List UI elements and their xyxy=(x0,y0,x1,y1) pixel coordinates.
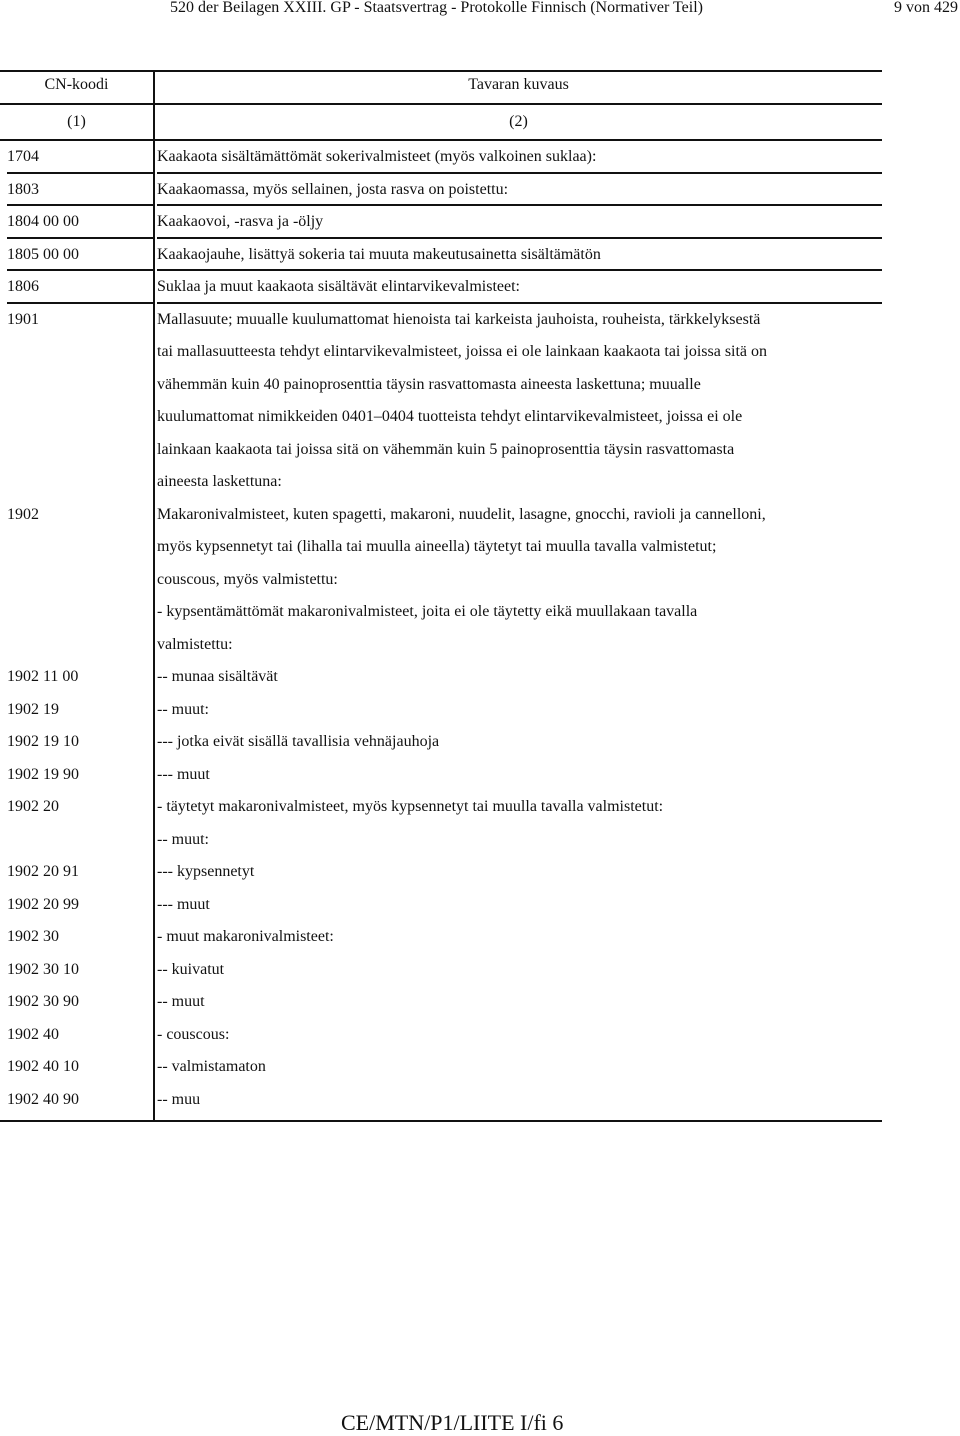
cn-code: 1902 20 91 xyxy=(7,863,79,880)
description-line: -- valmistamaton xyxy=(157,1058,266,1075)
description-cell xyxy=(154,499,882,662)
cn-code: 1803 xyxy=(7,174,153,207)
description-line: -- munaa sisältävät xyxy=(157,668,278,685)
description-cell xyxy=(154,661,882,694)
description-line: Kaakaota sisältämättömät sokerivalmisteet (myös valkoinen suklaa): xyxy=(157,141,882,174)
description-line: Mallasuute; muualle kuulumattomat hienoista tai karkeista jauhoista, rouheista, tärkkelyksestä xyxy=(157,310,761,328)
cn-code-cell xyxy=(0,856,154,889)
description-cell xyxy=(154,271,882,304)
cn-code: 1804 00 00 xyxy=(7,206,153,239)
table-row xyxy=(0,174,882,207)
cn-code-cell xyxy=(0,759,154,792)
cn-code-cell xyxy=(0,694,154,727)
table-row xyxy=(0,921,882,954)
table-row xyxy=(0,791,882,856)
cn-code-cell xyxy=(0,1051,154,1084)
description-line: --- muut xyxy=(157,895,210,913)
description-line: couscous, myös valmistettu: xyxy=(157,570,338,588)
table-row xyxy=(0,206,882,239)
description-line: Kaakaojauhe, lisättyä sokeria tai muuta makeutusainetta sisältämätön xyxy=(157,239,882,272)
description-cell xyxy=(154,791,882,856)
cn-code-cell xyxy=(0,921,154,954)
cn-code-cell xyxy=(0,1084,154,1121)
description-cell xyxy=(154,954,882,987)
cn-code: 1902 40 90 xyxy=(7,1090,79,1108)
description-line: Kaakaomassa, myös sellainen, josta rasva on poistettu: xyxy=(157,174,882,207)
description-cell xyxy=(154,759,882,792)
description-cell xyxy=(154,140,882,174)
cn-code-cell xyxy=(0,140,154,174)
description-line: Makaronivalmisteet, kuten spagetti, makaroni, nuudelit, lasagne, gnocchi, ravioli ja cannelloni, xyxy=(157,505,766,523)
document-title: 520 der Beilagen XXIII. GP - Staatsvertrag - Protokolle Finnisch (Normativer Teil) xyxy=(170,0,703,16)
cn-code: 1902 20 xyxy=(7,798,59,815)
table-row xyxy=(0,1084,882,1121)
table-row xyxy=(0,694,882,727)
description-cell xyxy=(154,1019,882,1052)
cn-code-cell xyxy=(0,1019,154,1052)
cn-code-cell xyxy=(0,239,154,272)
column-number-2: (2) xyxy=(154,104,882,140)
description-line: Kaakaovoi, -rasva ja -öljy xyxy=(157,206,882,239)
description-cell xyxy=(154,856,882,889)
table-row xyxy=(0,889,882,922)
cn-code: 1805 00 00 xyxy=(7,239,153,272)
column-number-row xyxy=(0,104,882,140)
description-line: tai mallasuutteesta tehdyt elintarvikevalmisteet, joissa ei ole lainkaan kaakaota tai joissa sitä on xyxy=(157,343,768,360)
table-row xyxy=(0,1051,882,1084)
table-row xyxy=(0,140,882,174)
table-row xyxy=(0,954,882,987)
description-line: -- muut xyxy=(157,993,205,1010)
column-header-description: Tavaran kuvaus xyxy=(154,71,882,104)
table-body xyxy=(0,140,882,1121)
cn-code-cell xyxy=(0,986,154,1019)
description-cell xyxy=(154,986,882,1019)
description-line: - muut makaronivalmisteet: xyxy=(157,928,334,945)
cn-code: 1806 xyxy=(7,271,153,304)
cn-code-cell xyxy=(0,271,154,304)
cn-code: 1902 19 10 xyxy=(7,733,79,750)
cn-code-cell xyxy=(0,206,154,239)
cn-code: 1902 xyxy=(7,505,39,523)
cn-code-cell xyxy=(0,726,154,759)
description-cell xyxy=(154,174,882,207)
description-line: lainkaan kaakaota tai joissa sitä on vähemmän kuin 5 painoprosenttia täysin rasvattomasta xyxy=(157,440,735,458)
cn-code: 1902 19 xyxy=(7,700,59,718)
cn-code: 1902 11 00 xyxy=(7,668,79,685)
table-header-row xyxy=(0,71,882,104)
description-cell xyxy=(154,304,882,499)
description-line: - couscous: xyxy=(157,1025,230,1043)
cn-code-cell xyxy=(0,499,154,662)
description-line: Suklaa ja muut kaakaota sisältävät elintarvikevalmisteet: xyxy=(157,271,882,304)
description-line: --- kypsennetyt xyxy=(157,863,255,880)
description-line: --- muut xyxy=(157,765,210,783)
description-line: myös kypsennetyt tai (lihalla tai muulla aineella) täytetyt tai muulla tavalla valmistetut; xyxy=(157,538,717,555)
cn-code: 1704 xyxy=(7,141,153,174)
description-line: - kypsentämättömät makaronivalmisteet, joita ei ole täytetty eikä muullakaan tavalla xyxy=(157,603,698,620)
description-line: -- muu xyxy=(157,1090,201,1108)
cn-code: 1902 20 99 xyxy=(7,895,79,913)
cn-code-cell xyxy=(0,954,154,987)
cn-code-cell xyxy=(0,661,154,694)
description-cell xyxy=(154,239,882,272)
table-row xyxy=(0,759,882,792)
description-line: - täytetyt makaronivalmisteet, myös kypsennetyt tai muulla tavalla valmistetut: xyxy=(157,798,664,815)
page-header xyxy=(0,0,960,24)
description-line: valmistettu: xyxy=(157,635,233,653)
cn-code: 1902 19 90 xyxy=(7,765,79,783)
document-reference: CE/MTN/P1/LIITE I/fi 6 xyxy=(341,1410,564,1435)
table-row xyxy=(0,856,882,889)
description-cell xyxy=(154,889,882,922)
cn-code: 1902 30 xyxy=(7,928,59,945)
table-row xyxy=(0,726,882,759)
cn-code-cell xyxy=(0,174,154,207)
table-row xyxy=(0,271,882,304)
description-cell xyxy=(154,206,882,239)
description-line: -- kuivatut xyxy=(157,960,225,978)
cn-code-cell xyxy=(0,304,154,499)
description-line: --- jotka eivät sisällä tavallisia vehnäjauhoja xyxy=(157,733,440,750)
column-number-1: (1) xyxy=(0,104,154,140)
description-line: kuulumattomat nimikkeiden 0401–0404 tuotteista tehdyt elintarvikevalmisteet, joissa ei ole xyxy=(157,408,743,425)
description-cell xyxy=(154,1084,882,1121)
table-row xyxy=(0,239,882,272)
cn-code: 1901 xyxy=(7,310,39,328)
table-row xyxy=(0,661,882,694)
description-line: -- muut: xyxy=(157,700,209,718)
cn-code-cell xyxy=(0,889,154,922)
column-header-code: CN-koodi xyxy=(0,71,154,104)
table-row xyxy=(0,1019,882,1052)
table-row xyxy=(0,304,882,499)
description-cell xyxy=(154,694,882,727)
tariff-table xyxy=(0,70,882,1122)
description-line: aineesta laskettuna: xyxy=(157,473,282,490)
cn-code-cell xyxy=(0,791,154,856)
table-row xyxy=(0,986,882,1019)
description-cell xyxy=(154,726,882,759)
page-number: 9 von 429 xyxy=(894,0,958,16)
description-line: -- muut: xyxy=(157,830,209,848)
description-cell xyxy=(154,1051,882,1084)
description-line: vähemmän kuin 40 painoprosenttia täysin rasvattomasta aineesta laskettuna; muualle xyxy=(157,375,701,393)
cn-code: 1902 30 90 xyxy=(7,993,79,1010)
description-cell xyxy=(154,921,882,954)
table-row xyxy=(0,499,882,662)
cn-code: 1902 30 10 xyxy=(7,960,79,978)
cn-code: 1902 40 xyxy=(7,1025,59,1043)
cn-code: 1902 40 10 xyxy=(7,1058,79,1075)
